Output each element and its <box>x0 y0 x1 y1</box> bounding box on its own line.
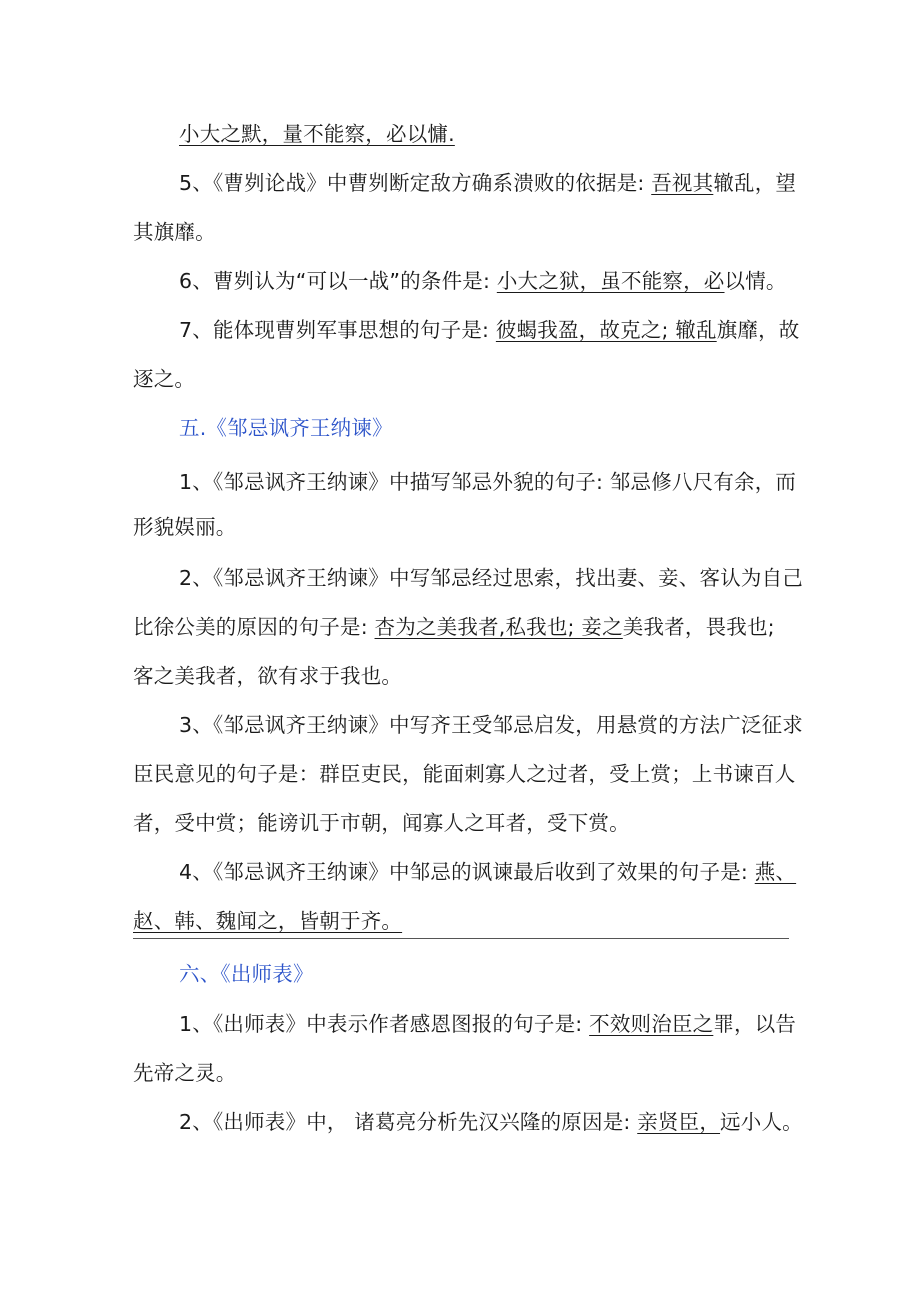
section-5-title: 五.《邹忌讽齐王纳谏》 <box>179 416 393 440</box>
s6-q2-answer-underlined: 亲贤臣， <box>637 1110 721 1134</box>
s5-question-3-line2 <box>133 750 796 799</box>
s6-question-2 <box>133 1098 839 1147</box>
s5-q2-line2-text: 比徐公美的原因的句子是: <box>133 615 375 639</box>
s5-q3-line2: 臣民意见的句子是：群臣吏民，能面刺寡人之过者，受上赏；上书谏百人 <box>133 762 796 786</box>
horizontal-rule <box>133 938 789 939</box>
s5-q2-answer-underlined: 杏为之美我者,私我也; 妾之 <box>374 615 623 639</box>
s5-q3-line3: 者，受中赏；能谤讥于市朝，闻寡人之耳者，受下赏。 <box>133 811 630 835</box>
s4-question-6 <box>133 257 839 306</box>
section-5-heading <box>133 404 839 453</box>
s5-question-2-line2 <box>133 603 793 652</box>
q5-line2: 其旗靡。 <box>133 220 216 244</box>
q7-text: 7、能体现曹刿军事思想的句子是: <box>179 318 496 342</box>
s4-question-5 <box>133 159 839 208</box>
q7-line2: 逐之。 <box>133 367 196 391</box>
s6-q2-text: 2、《出师表》中， 诸葛亮分析先汉兴隆的原因是: <box>179 1110 638 1134</box>
s4-continuation <box>133 110 839 159</box>
s5-question-1 <box>133 458 839 507</box>
q5-text: 5、《曹刿论战》中曹刿断定敌方确系溃败的依据是: <box>179 171 652 195</box>
s5-question-4 <box>133 848 839 897</box>
s4-question-7-line2 <box>133 355 793 404</box>
s5-q2-answer-rest: 美我者，畏我也; <box>622 615 775 639</box>
s6-q2-answer-rest: 远小人。 <box>720 1110 803 1134</box>
s6-q1-answer-underlined: 不效则治臣之 <box>589 1012 714 1036</box>
s5-q3-line1: 3、《邹忌讽齐王纳谏》中写齐王受邹忌启发，用悬赏的方法广泛征求 <box>179 713 803 737</box>
q6-answer-rest: 以情。 <box>724 269 787 293</box>
s6-question-1 <box>133 1000 839 1049</box>
s5-q4-answer-line2: 赵、韩、魏闻之，皆朝于齐。 <box>133 909 403 933</box>
section-6-title: 六、《出师表》 <box>179 962 314 986</box>
s5-question-2-line3 <box>133 652 793 701</box>
section-6-heading <box>133 950 839 999</box>
s5-question-1-line2 <box>133 503 793 552</box>
s6-q1-text: 1、《出师表》中表示作者感恩图报的句子是: <box>179 1012 590 1036</box>
q6-answer-underlined: 小大之狱，虽不能察，必 <box>496 269 725 293</box>
s5-question-3 <box>133 701 839 750</box>
s6-q1-answer-rest: 罪，以告 <box>713 1012 797 1036</box>
q5-answer-underlined: 吾视其 <box>651 171 714 195</box>
s5-q1-line1: 1、《邹忌讽齐王纳谏》中描写邹忌外貌的句子: 邹忌修八尺有余，而 <box>179 470 797 494</box>
s5-question-2 <box>133 554 839 603</box>
q7-answer-underlined: 彼蝎我盈，故克之; 辙乱 <box>495 318 717 342</box>
s5-q2-line3: 客之美我者，欲有求于我也。 <box>133 664 403 688</box>
q5-answer-rest: 辙乱，望 <box>713 171 797 195</box>
s4-question-7 <box>133 306 839 355</box>
s5-question-3-line3 <box>133 799 793 848</box>
s5-q2-line1: 2、《邹忌讽齐王纳谏》中写邹忌经过思索，找出妻、妾、客认为自己 <box>179 566 803 590</box>
s4-question-5-line2 <box>133 208 793 257</box>
s6-question-1-line2 <box>133 1049 793 1098</box>
q7-answer-rest: 旗靡，故 <box>716 318 800 342</box>
s6-q1-line2: 先帝之灵。 <box>133 1061 237 1085</box>
s5-q4-text: 4、《邹忌讽齐王纳谏》中邹忌的讽谏最后收到了效果的句子是: <box>179 860 755 884</box>
q6-text: 6、曹刿认为“可以一战”的条件是: <box>179 269 497 293</box>
s4-cont-text: 小大之默，量不能察，必以慵. <box>179 122 455 146</box>
s5-q4-answer-underlined: 燕、 <box>754 860 797 884</box>
s5-q1-line2: 形貌娱丽。 <box>133 515 237 539</box>
